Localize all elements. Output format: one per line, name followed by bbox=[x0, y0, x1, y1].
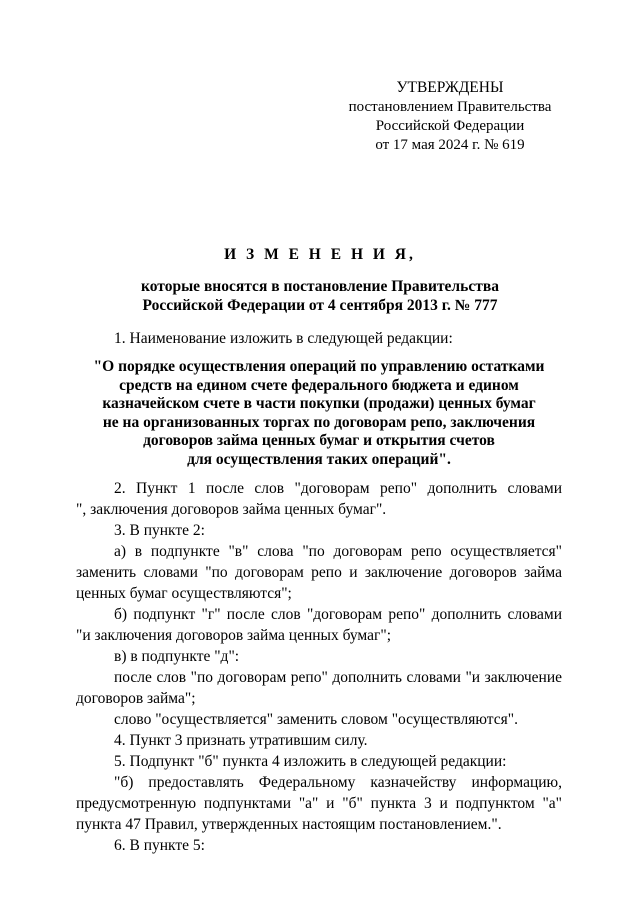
document-body bbox=[76, 328, 562, 349]
paragraph: после слов "по договорам репо" дополнить словами "и заключение bbox=[114, 669, 562, 686]
approval-date: от 17 мая 2024 г. № 619 bbox=[375, 137, 525, 153]
paragraph: 6. В пункте 5: bbox=[114, 837, 205, 854]
paragraph: "б) предоставлять Федеральному казначейству информацию, bbox=[114, 774, 562, 791]
paragraph: "и заключения договоров займа ценных бумаг"; bbox=[76, 627, 392, 644]
quoted-title bbox=[76, 358, 562, 469]
heading-subtitle: которые вносятся в постановление Правительства bbox=[141, 278, 499, 295]
quote-line: казначейском счете в части покупки (продажи) ценных бумаг bbox=[102, 395, 536, 412]
paragraph: 4. Пункт 3 признать утратившим силу. bbox=[114, 732, 368, 749]
document-body bbox=[76, 478, 562, 856]
paragraph: б) подпункт "г" после слов "договорам репо" дополнить словами bbox=[114, 606, 562, 623]
paragraph: ценных бумаг осуществляются"; bbox=[76, 585, 292, 602]
approval-title: УТВЕРЖДЕНЫ bbox=[396, 79, 504, 96]
document-heading bbox=[60, 245, 580, 315]
paragraph: слово "осуществляется" заменить словом "осуществляются". bbox=[114, 711, 518, 728]
quote-line: средств на едином счете федерального бюджета и едином bbox=[119, 376, 519, 394]
quote-line: не на организованных торгах по договорам репо, заключения bbox=[102, 413, 536, 431]
approval-stamp bbox=[330, 78, 570, 155]
approval-line: постановлением Правительства bbox=[348, 99, 552, 115]
paragraph: 3. В пункте 2: bbox=[114, 522, 205, 539]
quote-line: "О порядке осуществления операций по управлению остатками bbox=[93, 358, 545, 375]
quote-line: договоров займа ценных бумаг и открытия счетов bbox=[143, 432, 495, 449]
approval-line: Российской Федерации bbox=[375, 118, 525, 134]
paragraph: 2. Пункт 1 после слов "договорам репо" дополнить словами bbox=[114, 480, 562, 497]
paragraph: 5. Подпункт "б" пункта 4 изложить в следующей редакции: bbox=[114, 753, 507, 770]
paragraph: заменить словами "по договорам репо и заключение договоров займа bbox=[76, 564, 562, 581]
quote-line: для осуществления таких операций". bbox=[187, 450, 451, 468]
paragraph: предусмотренную подпунктами "а" и "б" пункта 3 и подпунктом "а" bbox=[76, 795, 562, 812]
paragraph: пункта 47 Правил, утвержденных настоящим постановлением.". bbox=[76, 816, 502, 833]
paragraph: ", заключения договоров займа ценных бумаг". bbox=[76, 501, 387, 518]
paragraph: в) в подпункте "д": bbox=[114, 648, 240, 665]
heading-title: И З М Е Н Е Н И Я, bbox=[224, 246, 416, 263]
paragraph: 1. Наименование изложить в следующей редакции: bbox=[114, 330, 453, 347]
heading-subtitle: Российской Федерации от 4 сентября 2013 г. № 777 bbox=[142, 297, 498, 314]
paragraph: а) в подпункте "в" слова "по договорам репо осуществляется" bbox=[114, 543, 562, 560]
paragraph: договоров займа"; bbox=[76, 690, 196, 707]
